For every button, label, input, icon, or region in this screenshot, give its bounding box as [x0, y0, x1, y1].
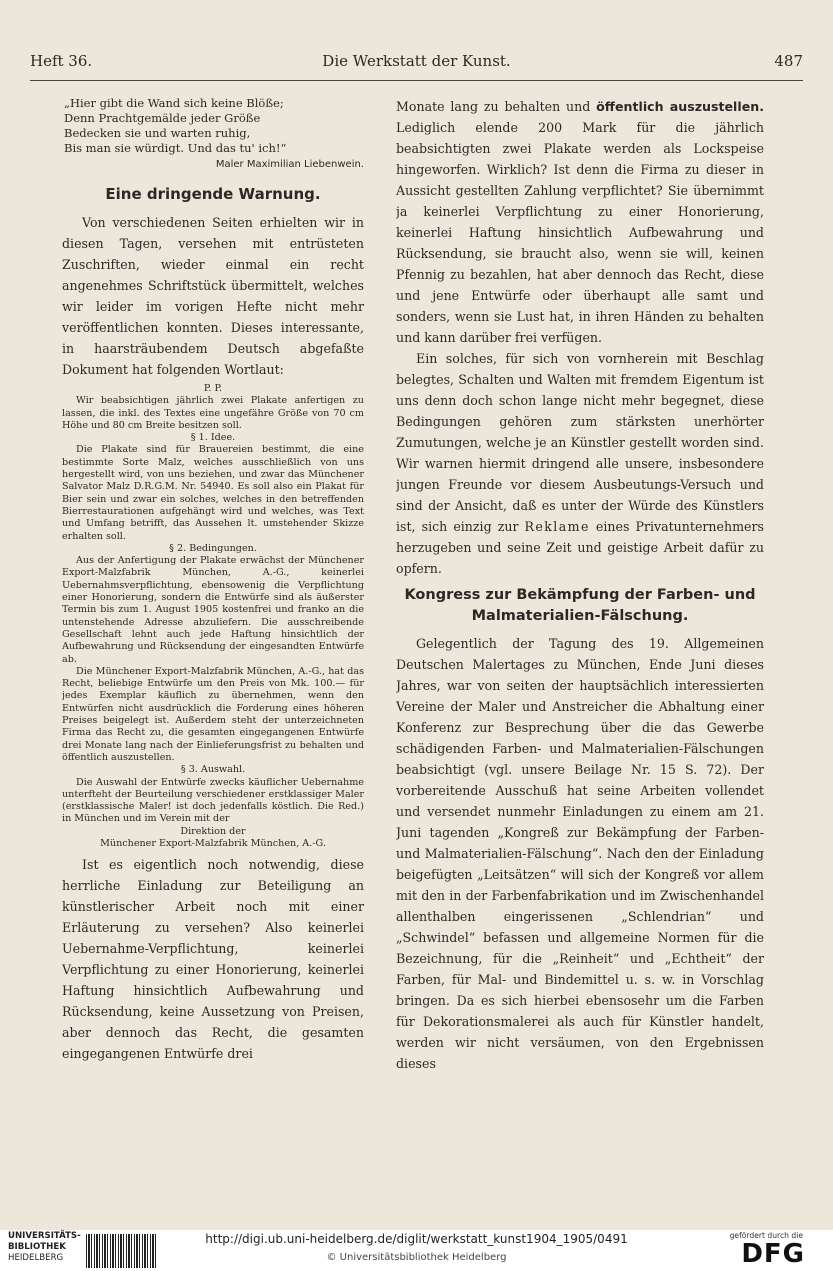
document-paragraph: Wir beabsichtigen jährlich zwei Plakate anfertigen zu lassen, die inkl. des Textes eine ungefähre Größe von 70 cm Höhe und 80 cm Breite besitzen soll. — [62, 395, 364, 431]
document-paragraph: Die Auswahl der Entwürfe zwecks käuflicher Uebernahme unterfteht der Beurteilung verschiedener erstklassiger Maler (erstklassische Maler! ist doch jedenfalls köstlich. Die Red.) in München und im Verein mit der — [62, 776, 364, 825]
running-header — [30, 52, 803, 78]
intro-paragraph: Von verschiedenen Seiten erhielten wir in diesen Tagen, versehen mit entrüsteten Zuschriften, wieder einmal ein recht angenehmes Schriftstück übermittelt, welches wir leider im vorigen Hefte nicht mehr veröffentlichen konnten. Dieses interessante, in haarsträubendem Deutsch abgefaßte Dokument hat folgenden Wortlaut: — [62, 215, 364, 377]
document-paragraph: Die Plakate sind für Brauereien bestimmt, die eine bestimmte Sorte Malz, welches ausschließlich von uns hergestellt wird, von uns beziehen, und zwar das Münchener Salvator Malz D.R.G.M. Nr. 54940. Es soll also ein Plakat für Bier sein und zwar ein solches, welches in den betreffenden Bierrestaurationen aufgehängt wird und welches, was Text und Umfang betrifft, das Aussehen lt. umstehender Skizze erhalten soll. — [62, 444, 364, 542]
document-section-heading: § 1. Idee. — [190, 432, 236, 444]
section-title-warnung: Eine dringende Warnung. — [105, 185, 321, 203]
header-rule — [30, 80, 803, 81]
document-section-heading: § 2. Bedingungen. — [169, 542, 257, 554]
closing-paragraph: Ist es eigentlich noch notwendig, diese herrliche Einladung zur Beteiligung an künstlerischer Arbeit noch mit einer Erläuterung zu versehen? Also keinerlei Uebernahme-Verpflichtung, keinerlei Verpflichtung zu einer Honorierung, keinerlei Haftung hinsichtlich Aufbewahrung und Rücksendung, keine Aussetzung von Preisen, aber dennoch das Recht, die gesamten eingegangenen Entwürfe drei — [62, 857, 364, 1062]
issue-number: Heft 36. — [30, 52, 93, 70]
spaced-emphasis: Reklame — [524, 519, 590, 534]
kongress-paragraph: Gelegentlich der Tagung des 19. Allgemeinen Deutschen Malertages zu München, Ende Juni dieses Jahres, war von seiten der hauptsächlich interessierten Vereine der Maler und Anstreicher die Abhaltung einer Konferenz zur Besprechung über die das Gewerbe schädigenden Farben- und Malmaterialien-Fälschungen beabsichtigt (vgl. unsere Beilage Nr. 15 S. 72). Der vorbereitende Ausschuß hat seine Arbeiten vollendet und versendet nunmehr Einladungen zu einem am 21. Juni tagenden „Kongreß zur Bekämpfung der Farben- und Malmaterialien-Fälschung“. Nach den der Einladung beigefügten „Leitsätzen“ will sich der Kongreß vor allem mit den in der Farbenfabrikation und im Zwischenhandel allenthalben eingerissenen „Schlendrian“ und „Schwindel“ befassen und allgemeine Normen für die Bezeichnung, für die „Reinheit“ und „Echtheit“ der Farben, für Mal- und Bindemittel u. s. w. in Vorschlag bringen. Da es sich hierbei ebensosehr um die Farben für Dekorationsmalerei als auch für Künstler handelt, werden wir nicht versäumen, von den Ergebnissen dieses — [396, 636, 764, 1071]
continuation-paragraph — [396, 96, 764, 348]
copyright-notice: © Universitätsbibliothek Heidelberg — [326, 1252, 507, 1263]
poem-line: Bedecken sie und warten ruhig, — [64, 126, 251, 140]
poem-line: Denn Prachtgemälde jeder Größe — [64, 111, 261, 125]
document-paragraph: Die Münchener Export-Malzfabrik München, A.-G., hat das Recht, beliebige Entwürfe um den Preis von Mk. 100.— für jedes Exemplar käuflich zu übernehmen, wenn den Entwürfen nicht ausdrücklich die Forderung eines höheren Preises beigelegt ist. Außerdem steht der unterzeichneten Firma das Recht zu, die gesamten eingegangenen Entwürfe drei Monate lang nach der Einlieferungsfrist zu behalten und öffentlich auszustellen. — [62, 665, 364, 763]
digitization-footer — [0, 1230, 833, 1271]
quoted-document — [62, 383, 364, 850]
dfg-logo: DFG — [741, 1239, 805, 1269]
section-title-kongress: Kongress zur Bekämpfung der Farben- und Malmaterialien-Fälschung. — [404, 587, 756, 624]
text-run: Ein solches, für sich von vornherein mit Beschlag belegtes, Schalten und Walten mit fremdem Eigentum ist uns denn doch schon lange nicht mehr begegnet, diese Bedingungen gehören zum stärksten unerhörter Zumutungen, welche je an Künstler gestellt worden sind. Wir warnen hiermit dringend alle unsere, insbesondere jungen Freunde vor diesem Ausbeutungs-Versuch und sind der Ansicht, daß es unter der Würde des Künstlers ist, sich einzig zur — [396, 351, 764, 534]
text-run: Monate lang zu behalten und — [396, 99, 591, 114]
poem-line: Bis man sie würdigt. Und das tu' ich!“ — [64, 141, 287, 155]
poem-line: „Hier gibt die Wand sich keine Blöße; — [64, 96, 284, 110]
funder-caption: gefördert durch die — [729, 1231, 803, 1240]
warning-paragraph — [396, 348, 764, 579]
right-column — [396, 96, 764, 1216]
journal-title: Die Werkstatt der Kunst. — [322, 52, 511, 70]
library-name-line: UNIVERSITÄTS- — [8, 1231, 81, 1241]
document-paragraph: Aus der Anfertigung der Plakate erwächst der Münchener Export-Malzfabrik München, A.-G., keinerlei Uebernahmsverpflichtung, ebensowenig die Verpflichtung einer Honorierung, sondern die Entwürfe sind als äußerster Termin bis zum 1. August 1905 kostenfrei und franko an die untenstehende Adresse abzuliefern. Die ausschreibende Gesellschaft lehnt auch jede Haftung hinsichtlich der Aufbewahrung und Rücksendung der eingesandten Entwürfe ab. — [62, 555, 364, 665]
document-salutation: P. P. — [203, 383, 223, 394]
page-number: 487 — [774, 52, 803, 70]
document-signature: Münchener Export-Malzfabrik München, A.-G. — [100, 837, 326, 849]
document-section-heading: § 3. Auswahl. — [180, 764, 246, 776]
library-name-line: BIBLIOTHEK — [8, 1242, 66, 1252]
text-run: eines Privatunternehmers herzugeben und seine Zeit und geistige Arbeit dafür zu opfern. — [396, 519, 764, 576]
text-run: Lediglich elende 200 Mark für die jährlich beabsichtigten zwei Plakate werden als Lockspeise hingeworfen. Wirklich? Ist denn die Firma zu dieser in Aussicht gestellten Zahlung verpflichtet? Sie übernimmt ja keinerlei Verpflichtung zu einer Honorierung, keinerlei Haftung hinsichtlich Aufbewahrung und Rücksendung, sie braucht also, wenn sie will, keinen Pfennig zu bezahlen, hat aber dennoch das Recht, diese und jene Entwürfe oder überhaupt alle samt und sonders, wenn sie Lust hat, in ihren Händen zu behalten und kann darüber frei verfügen. — [396, 120, 764, 345]
permalink[interactable]: http://digi.ub.uni-heidelberg.de/diglit/werkstatt_kunst1904_1905/0491 — [205, 1232, 628, 1246]
poem — [64, 96, 364, 156]
document-signature: Direktion der — [180, 825, 246, 837]
poem-attribution: Maler Maximilian Liebenwein. — [215, 159, 364, 170]
left-column — [62, 96, 364, 1216]
library-name-line: HEIDELBERG — [8, 1253, 64, 1263]
emphasis-text: öffentlich auszustellen. — [596, 99, 764, 114]
